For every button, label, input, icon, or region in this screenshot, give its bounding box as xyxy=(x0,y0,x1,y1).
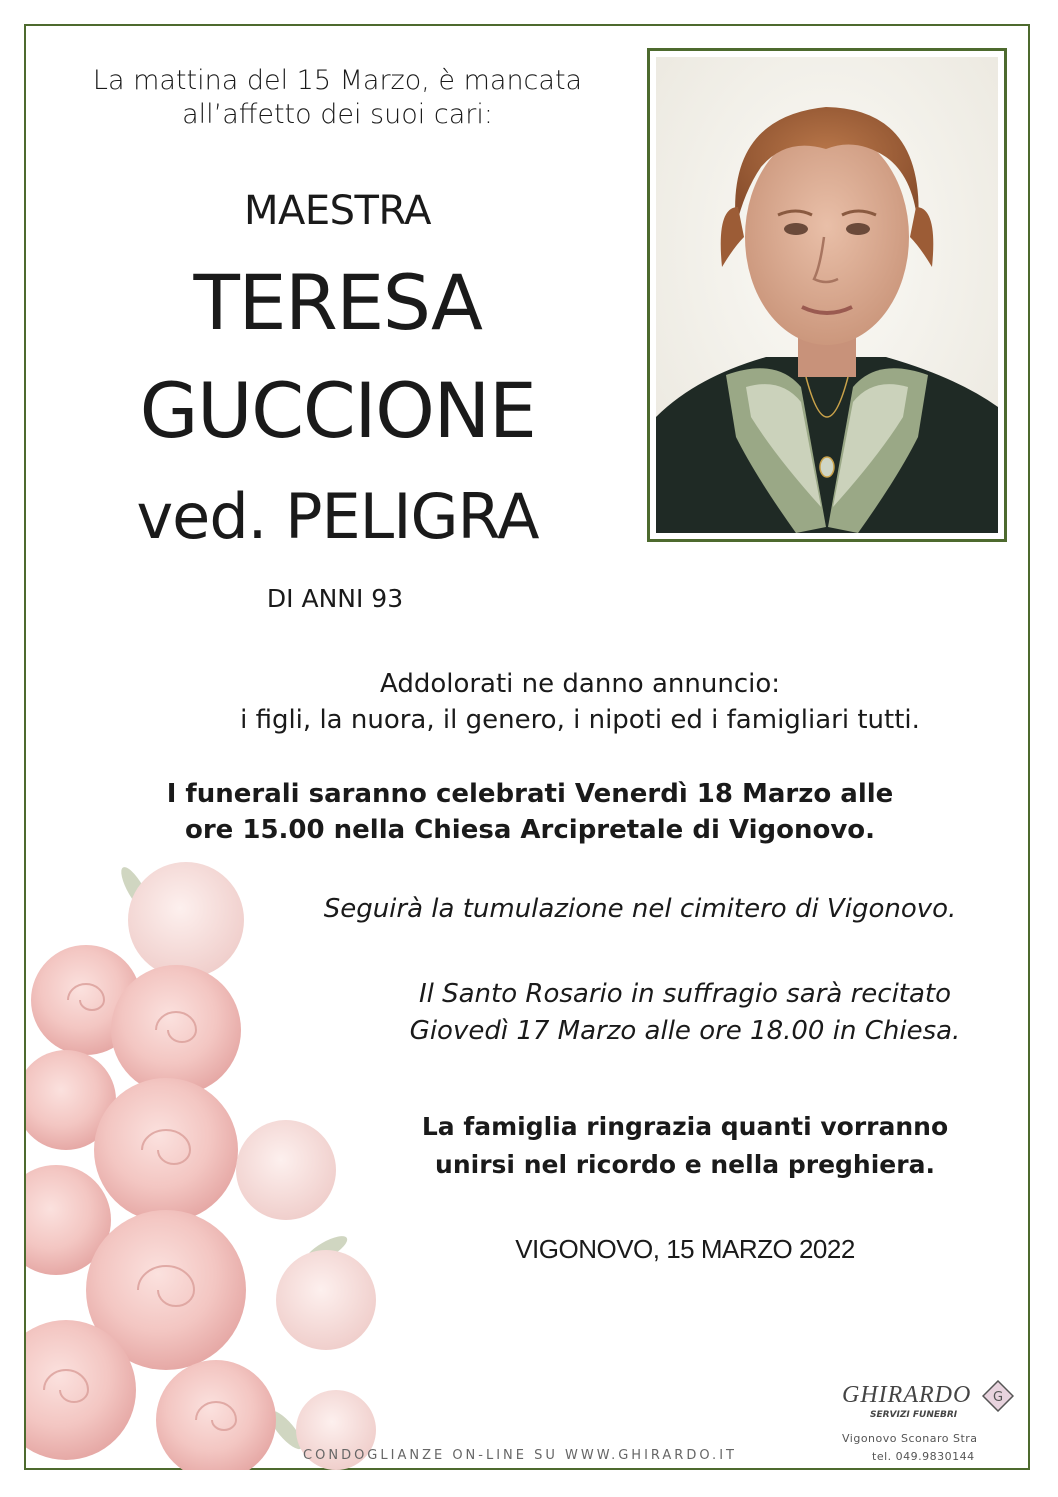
deceased-last-name: GUCCIONE xyxy=(139,366,536,455)
intro-line-1: La mattina del 15 Marzo, è mancata xyxy=(92,65,583,96)
rose-cluster xyxy=(26,862,376,1470)
place-and-date: VIGONOVO, 15 MARZO 2022 xyxy=(515,1234,855,1264)
roses-decoration xyxy=(26,830,426,1470)
thanks-line-2: unirsi nel ricordo e nella preghiera. xyxy=(435,1150,935,1179)
deceased-first-name: TERESA xyxy=(193,258,482,347)
funeral-line-1: I funerali saranno celebrati Venerdì 18 Marzo alle xyxy=(166,779,894,809)
thanks-line-1: La famiglia ringrazia quanti vorranno xyxy=(421,1112,949,1141)
funeral-line-2: ore 15.00 nella Chiesa Arcipretale di Vigonovo. xyxy=(184,815,876,845)
agency-mark-letter: G xyxy=(992,1390,1004,1405)
agency-phone: tel. 049.9830144 xyxy=(872,1450,975,1463)
deceased-title: MAESTRA xyxy=(243,188,431,234)
agency-towns: Vigonovo Sconaro Stra xyxy=(842,1432,978,1445)
rosary-line-1: Il Santo Rosario in suffragio sarà recitato xyxy=(418,979,952,1009)
agency-name: GHIRARDO xyxy=(842,1382,972,1408)
portrait-frame xyxy=(647,48,1007,542)
family-thanks xyxy=(400,1108,970,1184)
portrait-image xyxy=(656,57,998,533)
agency-logo xyxy=(830,1376,1030,1466)
intro-text xyxy=(60,64,615,132)
condolences-url: CONDOGLIANZE ON-LINE SU WWW.GHIRARDO.IT xyxy=(303,1448,737,1463)
announcement-line-1: Addolorati ne danno annuncio: xyxy=(379,669,781,699)
rosary-info xyxy=(360,976,1010,1050)
rosary-line-2: Giovedì 17 Marzo alle ore 18.00 in Chiesa. xyxy=(409,1016,961,1046)
announcement xyxy=(200,666,960,738)
portrait-photo xyxy=(656,57,998,533)
intro-line-2: all’affetto dei suoi cari: xyxy=(182,99,493,130)
deceased-age: DI ANNI 93 xyxy=(266,584,404,613)
agency-subtitle: SERVIZI FUNEBRI xyxy=(870,1410,958,1420)
deceased-widow-of: ved. PELIGRA xyxy=(136,480,539,553)
burial-info: Seguirà la tumulazione nel cimitero di Vigonovo. xyxy=(323,894,957,924)
agency-diamond-icon xyxy=(982,1380,1014,1412)
announcement-line-2: i figli, la nuora, il genero, i nipoti ed i famigliari tutti. xyxy=(240,705,920,735)
